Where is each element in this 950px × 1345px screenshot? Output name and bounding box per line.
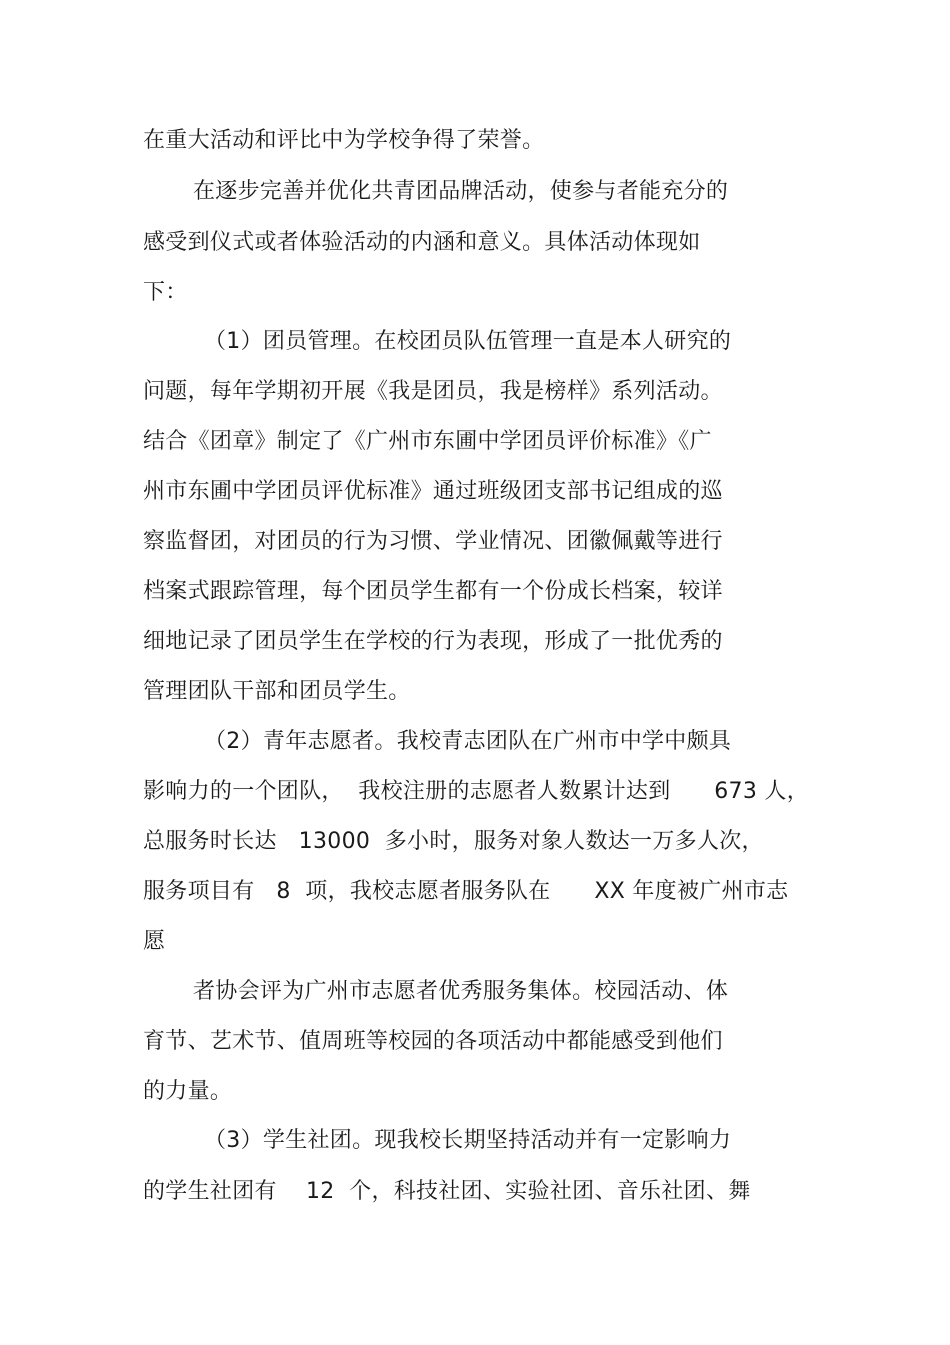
text-line-22: 的学生社团有 12 个，科技社团、实验社团、音乐社团、舞 [143,1179,751,1204]
text-line-4: 下： [143,280,188,305]
text-line-15: 总服务时长达 13000 多小时，服务对象人数达一万多人次， [143,829,764,854]
text-line-3: 感受到仪式或者体验活动的内涵和意义。具体活动体现如 [143,230,701,255]
text-line-18: 者协会评为广州市志愿者优秀服务集体。校园活动、体 [193,979,729,1004]
text-line-11: 细地记录了团员学生在学校的行为表现，形成了一批优秀的 [143,629,723,654]
text-line-10: 档案式跟踪管理，每个团员学生都有一个份成长档案，较详 [143,579,723,604]
text-line-5: （1）团员管理。在校团员队伍管理一直是本人研究的 [204,329,732,354]
text-line-20: 的力量。 [143,1079,233,1104]
text-line-16: 服务项目有 8 项，我校志愿者服务队在 XX 年度被广州市志 [143,879,789,904]
text-line-21: （3）学生社团。现我校长期坚持活动并有一定影响力 [204,1128,732,1153]
text-line-8: 州市东圃中学团员评优标准》通过班级团支部书记组成的巡 [143,479,723,504]
text-line-9: 察监督团，对团员的行为习惯、学业情况、团徽佩戴等进行 [143,529,723,554]
text-line-14: 影响力的一个团队， 我校注册的志愿者人数累计达到 673 人， [143,779,810,804]
text-line-13: （2）青年志愿者。我校青志团队在广州市中学中颇具 [204,729,732,754]
text-line-19: 育节、艺术节、值周班等校园的各项活动中都能感受到他们 [143,1029,723,1054]
text-line-7: 结合《团章》制定了《广州市东圃中学团员评价标准》《广 [143,429,712,454]
text-line-1: 在重大活动和评比中为学校争得了荣誉。 [143,128,545,153]
text-line-12: 管理团队干部和团员学生。 [143,679,411,704]
text-line-17: 愿 [143,929,166,954]
text-line-6: 问题，每年学期初开展《我是团员，我是榜样》系列活动。 [143,379,723,404]
text-line-2: 在逐步完善并优化共青团品牌活动，使参与者能充分的 [193,179,729,204]
